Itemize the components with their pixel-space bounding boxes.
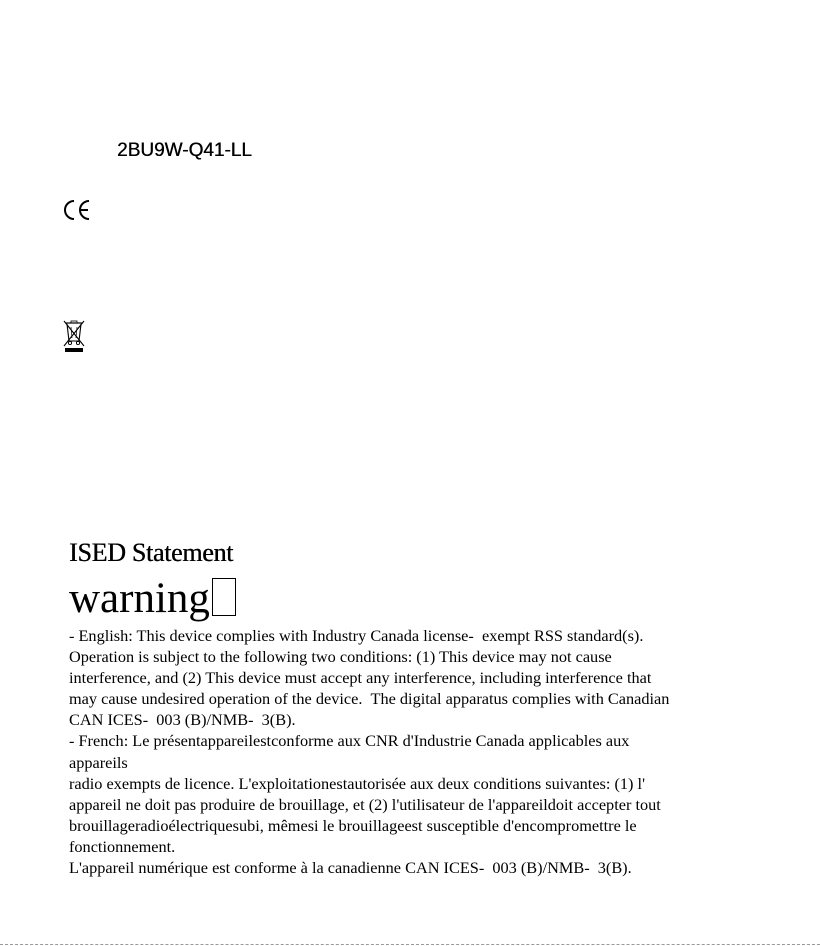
statement-line: fonctionnement.	[69, 836, 176, 856]
statement-text	[69, 625, 779, 878]
warning-label	[69, 574, 236, 624]
statement-line: - French: Le présentappareilestconforme aux CNR d'Industrie Canada applicables aux	[69, 731, 630, 751]
statement-line: CAN ICES- 003 (B)/NMB- 3(B).	[69, 710, 296, 730]
statement-line: Operation is subject to the following two conditions: (1) This device may not cause	[69, 647, 612, 667]
statement-line: appareils	[69, 752, 128, 772]
model-number: 2BU9W-Q41-LL	[117, 140, 252, 161]
statement-line: - English: This device complies with Industry Canada license- exempt RSS standard(s).	[69, 626, 644, 645]
missing-glyph-box	[212, 578, 236, 616]
crossed-out-bin-icon	[62, 319, 86, 353]
warning-text: warning	[69, 575, 210, 622]
statement-line: brouillageradioélectriquesubi, mêmesi le brouillageest susceptible d'encompromettre le	[69, 815, 637, 835]
statement-line: may cause undesired operation of the device. The digital apparatus complies with Canadian	[69, 689, 670, 709]
section-heading: ISED Statement	[69, 538, 234, 567]
ce-mark-icon	[62, 198, 92, 222]
page-divider	[0, 944, 820, 945]
statement-line: appareil ne doit pas produire de brouillage, et (2) l'utilisateur de l'appareildoit accepter tout	[69, 794, 661, 814]
statement-line: radio exempts de licence. L'exploitationestautorisée aux deux conditions suivantes: (1) l'	[69, 773, 645, 793]
statement-line: L'appareil numérique est conforme à la canadienne CAN ICES- 003 (B)/NMB- 3(B).	[69, 858, 632, 878]
statement-line: interference, and (2) This device must accept any interference, including interference that	[69, 668, 652, 688]
